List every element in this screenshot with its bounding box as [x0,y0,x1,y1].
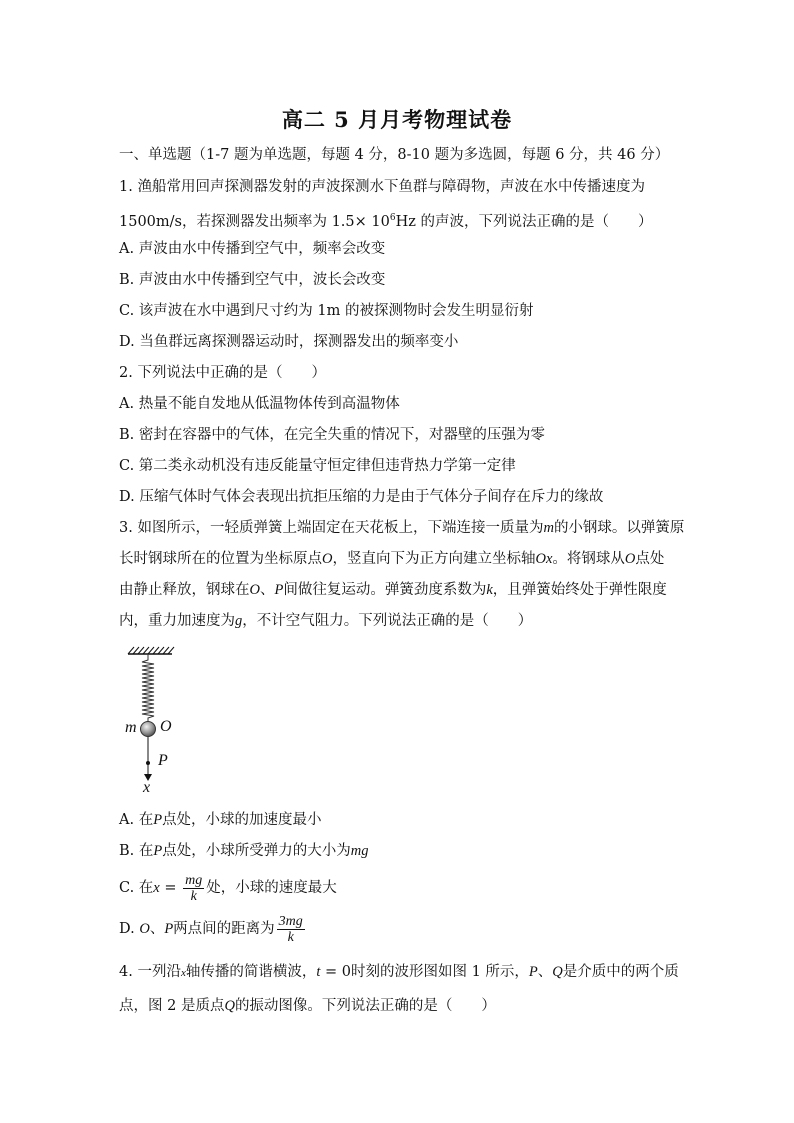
separator: 、 [149,921,165,937]
numerator: mg [185,872,203,888]
fraction-mg-over-k [183,873,204,904]
q3-text: 。将钢球从 [552,551,625,567]
q3-stem-line4 [119,611,532,631]
numerator: 3mg [278,913,303,929]
var-P: P [153,843,163,859]
q3-text: 、 [259,582,275,598]
q3-option-text: 处，小球的速度最大 [206,880,337,896]
q3-option-text: 点处，小球的加速度最小 [162,812,322,828]
spring-figure [120,640,190,800]
times-sign: × [354,214,367,230]
var-g: g [235,613,243,629]
q1-stem-line1: 1. 渔船常用回声探测器发射的声波探测水下鱼群与障碍物，声波在水中传播速度为 [119,179,645,195]
q4-text: 4. 一列沿 [119,964,181,980]
var-m: m [543,520,554,536]
var-P: P [164,921,174,937]
spring-coil [142,654,154,722]
point-p-dot [146,761,150,765]
q4-stem-line1 [119,962,679,983]
q3-text: ，不计空气阻力。下列说法正确的是（ ） [242,613,533,629]
q2-stem: 2. 下列说法中正确的是（ ） [119,365,326,381]
q3-text: 长时钢球所在的位置为坐标原点 [119,551,322,567]
var-Ox: Ox [535,551,553,567]
q1-option-b: B. 声波由水中传播到空气中，波长会改变 [119,272,386,288]
q3-option-text: 两点间的距离为 [173,921,275,937]
var-P: P [274,582,284,598]
q4-text: = 0时刻的波形图如图 1 所示， [320,964,529,980]
var-mg: mg [350,843,369,859]
var-Q: Q [552,964,563,980]
exponent: 6 [389,213,396,223]
var-O: O [249,582,260,598]
var-O: O [624,551,636,567]
q3-option-text: C. 在 [119,880,154,896]
denominator: k [190,888,197,904]
var-k: k [486,582,493,598]
q4-text: 轴传播的简谐横波， [185,964,317,980]
q2-option-b: B. 密封在容器中的气体，在完全失重的情况下，对器壁的压强为零 [119,427,545,443]
q3-text: 点处 [635,551,665,567]
q4-text: 、 [537,964,553,980]
q3-text: ，竖直向下为正方向建立坐标轴 [332,551,536,567]
q3-stem-line3 [119,580,667,600]
q3-text: 内，重力加速度为 [119,613,235,629]
q3-text: 的小钢球。以弹簧原 [553,520,685,536]
page-title: 高二 5 月月考物理试卷 [281,107,513,132]
label-m: m [125,719,137,736]
q1-stem-line2 [119,208,653,232]
q1-option-c: C. 该声波在水中遇到尺寸约为 1m 的被探测物时会发生明显衍射 [119,303,534,319]
var-P: P [153,812,163,828]
q3-stem-line2 [119,549,664,569]
label-O: O [160,718,172,735]
q3-option-text: B. 在 [119,843,154,859]
equals-sign: = [159,880,182,896]
q1-stem-text-a: 1500m/s，若探测器发出频率为 1.5 [119,214,355,230]
q4-text: 点，图 2 是质点 [119,998,225,1014]
q3-text: 3. 如图所示，一轻质弹簧上端固定在天花板上，下端连接一质量为 [119,520,544,536]
q1-stem-text-c: Hz 的声波，下列说法正确的是（ ） [395,214,653,230]
q3-text: ，且弹簧始终处于弹性限度 [492,582,667,598]
var-O: O [139,921,150,937]
q3-option-a [119,810,322,830]
var-Q: Q [224,998,235,1014]
q2-option-a: A. 热量不能自发地从低温物体传到高温物体 [119,396,400,412]
q1-option-a: A. 声波由水中传播到空气中，频率会改变 [119,241,386,257]
q1-option-d: D. 当鱼群远离探测器运动时，探测器发出的频率变小 [119,334,459,350]
q3-stem-line1 [119,518,684,538]
q4-stem-line2 [119,996,496,1016]
q3-text: 由静止释放，钢球在 [119,582,250,598]
fraction-3mg-over-k [277,914,305,945]
label-P: P [158,752,168,769]
var-P: P [528,964,538,980]
section-heading: 一、单选题（1-7 题为单选题，每题 4 分，8-10 题为多选圆，每题 6 分，共 46 分） [119,147,670,163]
q3-option-d [119,913,307,945]
q2-option-c: C. 第二类永动机没有违反能量守恒定律但违背热力学第一定律 [119,458,516,474]
ceiling-hatch [128,647,174,654]
q3-option-text: A. 在 [119,812,154,828]
denominator: k [287,929,294,945]
q4-text: 是介质中的两个质 [562,964,679,980]
q3-option-text: D. [119,921,140,937]
q4-text: 的振动图像。下列说法正确的是（ ） [234,998,496,1014]
steel-ball [141,722,156,737]
var-t: t [316,964,321,980]
var-x: x [153,880,160,896]
label-x: x [143,779,151,796]
q1-stem-text-b: 10 [366,214,390,230]
q2-option-d: D. 压缩气体时气体会表现出抗拒压缩的力是由于气体分子间存在斥力的缘故 [119,489,604,505]
q3-option-b [119,841,368,861]
var-O: O [322,551,333,567]
q3-text: 间做往复运动。弹簧劲度系数为 [283,582,487,598]
q3-option-text: 点处，小球所受弹力的大小为 [162,843,351,859]
var-x: x [180,967,186,979]
q3-option-c [119,872,337,904]
